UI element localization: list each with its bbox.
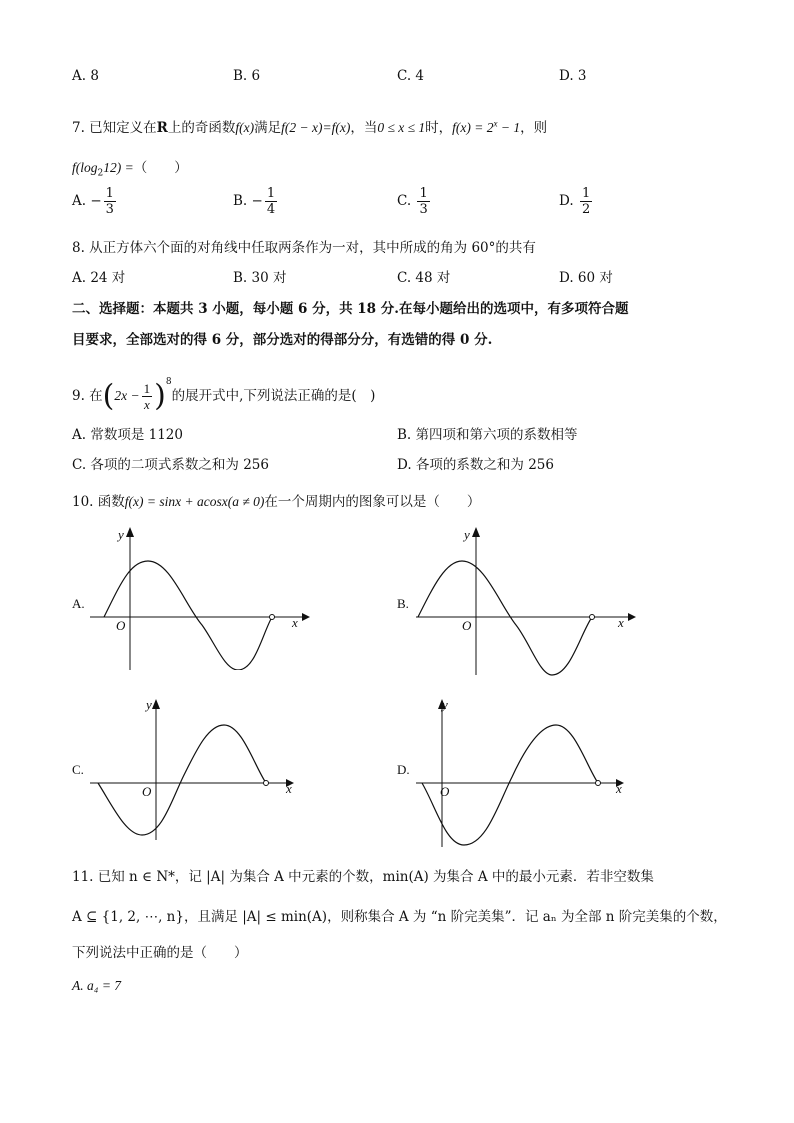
graph-c-x-label: x [286, 781, 292, 796]
q7-option-a: A. − $\frac{1}{3}$ [72, 186, 114, 217]
graph-a-y-label: y [118, 527, 124, 542]
q7-text: 7. 已知定义在 [72, 120, 157, 136]
graph-a-label: A. [72, 596, 85, 611]
q7-log-base: 2 [97, 168, 104, 179]
q8-option-a: A. 24 对 [72, 270, 126, 286]
q7-text: ，则 [520, 120, 548, 136]
graph-c-label: C. [72, 762, 84, 777]
q7-blank: （ ） [133, 160, 188, 176]
q7-definition: f(x) = 2 [452, 120, 494, 135]
q9-power: 8 [165, 377, 172, 387]
q9-suffix: 的展开式中,下列说法正确的是( ) [171, 388, 376, 404]
q7-range: 0 ≤ x ≤ 1 [377, 120, 426, 135]
q11-stem-line1: 11. 已知 n ∈ N*，记 |A| 为集合 A 中元素的个数，min(A) 为集合 A 中的最小元素．若非空数集 [72, 869, 654, 885]
q7-real-set: R [156, 120, 168, 136]
graph-b-x-label: x [618, 615, 624, 630]
q8-option-c: C. 48 对 [397, 270, 451, 286]
q9-stem: 9. 在(2x − $\frac{1}{x}$ )$^8$的展开式中,下列说法正确的是( ) [72, 377, 376, 414]
q9-option-d: D. 各项的系数之和为 256 [397, 457, 554, 473]
graph-a-origin-label: O [116, 618, 126, 633]
graph-d [416, 695, 636, 850]
q7-stem [72, 116, 547, 136]
q7-fx: f(x) [235, 120, 255, 135]
graph-d-label: D. [397, 762, 410, 777]
q7-option-b: B. − $\frac{1}{4}$ [233, 186, 276, 217]
q7-text: ，当 [350, 120, 378, 136]
section2-heading-line1: 二、选择题：本题共 3 小题，每小题 6 分，共 18 分.在每小题给出的选项中，有多项符合题 [72, 301, 629, 317]
graph-b [416, 525, 636, 680]
graph-c-y-label: y [146, 697, 152, 712]
q7-option-d: D. $\frac{1}{2}$ [559, 186, 591, 217]
q6-option-a: A. 8 [72, 68, 99, 84]
q7-condition: f(2 − x)=f(x) [281, 120, 351, 135]
q6-option-d: D. 3 [559, 68, 587, 84]
q7-exponent: x [493, 118, 498, 129]
q9-option-c: C. 各项的二项式系数之和为 256 [72, 457, 269, 473]
graph-b-origin-label: O [462, 618, 472, 633]
q10-expression: f(x) = sinx + acosx(a ≠ 0) [124, 494, 265, 509]
q9-expression: 2x − [114, 388, 140, 403]
graph-c-origin-label: O [142, 784, 152, 799]
q6-option-c: C. 4 [397, 68, 425, 84]
graph-c [90, 695, 310, 840]
graph-d-y-label: y [442, 697, 448, 712]
graph-b-label: B. [397, 596, 409, 611]
q11-option-a: A. a₄ = 7 [72, 978, 122, 993]
q7-option-c: C. $\frac{1}{3}$ [397, 186, 428, 217]
q7-log-expr: f(log [72, 160, 98, 175]
q11-stem-line3: 下列说法中正确的是（ ） [72, 945, 248, 961]
graph-a-x-label: x [292, 615, 298, 630]
q11-stem-line2: A ⊆ {1, 2, ⋯, n}，且满足 |A| ≤ min(A)，则称集合 A 为 “n 阶完美集”．记 aₙ 为全部 n 阶完美集的个数， [72, 909, 727, 925]
graph-d-origin-label: O [440, 784, 450, 799]
q7-text: 上的奇函数 [167, 120, 236, 136]
q10-prefix: 10. 函数 [72, 494, 125, 510]
q7-definition-tail: − 1 [497, 120, 521, 135]
q10-stem [72, 490, 480, 510]
section2-heading-line2: 目要求，全部选对的得 6 分，部分选对的得部分分，有选错的得 0 分. [72, 332, 493, 348]
q8-stem: 8. 从正方体六个面的对角线中任取两条作为一对，其中所成的角为 60°的共有 [72, 240, 536, 256]
graph-a [90, 525, 310, 670]
q10-suffix: 在一个周期内的图象可以是（ ） [264, 494, 481, 510]
q7-text: 时， [425, 120, 453, 136]
graph-b-y-label: y [464, 527, 470, 542]
q8-option-d: D. 60 对 [559, 270, 613, 286]
q8-option-b: B. 30 对 [233, 270, 287, 286]
q9-option-b: B. 第四项和第六项的系数相等 [397, 427, 578, 443]
q7-question-line [72, 156, 188, 179]
q6-option-b: B. 6 [233, 68, 261, 84]
q9-prefix: 9. 在 [72, 388, 103, 404]
q7-log-arg: 12) = [103, 160, 134, 175]
q9-option-a: A. 常数项是 1120 [72, 427, 183, 443]
graph-d-x-label: x [616, 781, 622, 796]
q7-text: 满足 [254, 120, 282, 136]
